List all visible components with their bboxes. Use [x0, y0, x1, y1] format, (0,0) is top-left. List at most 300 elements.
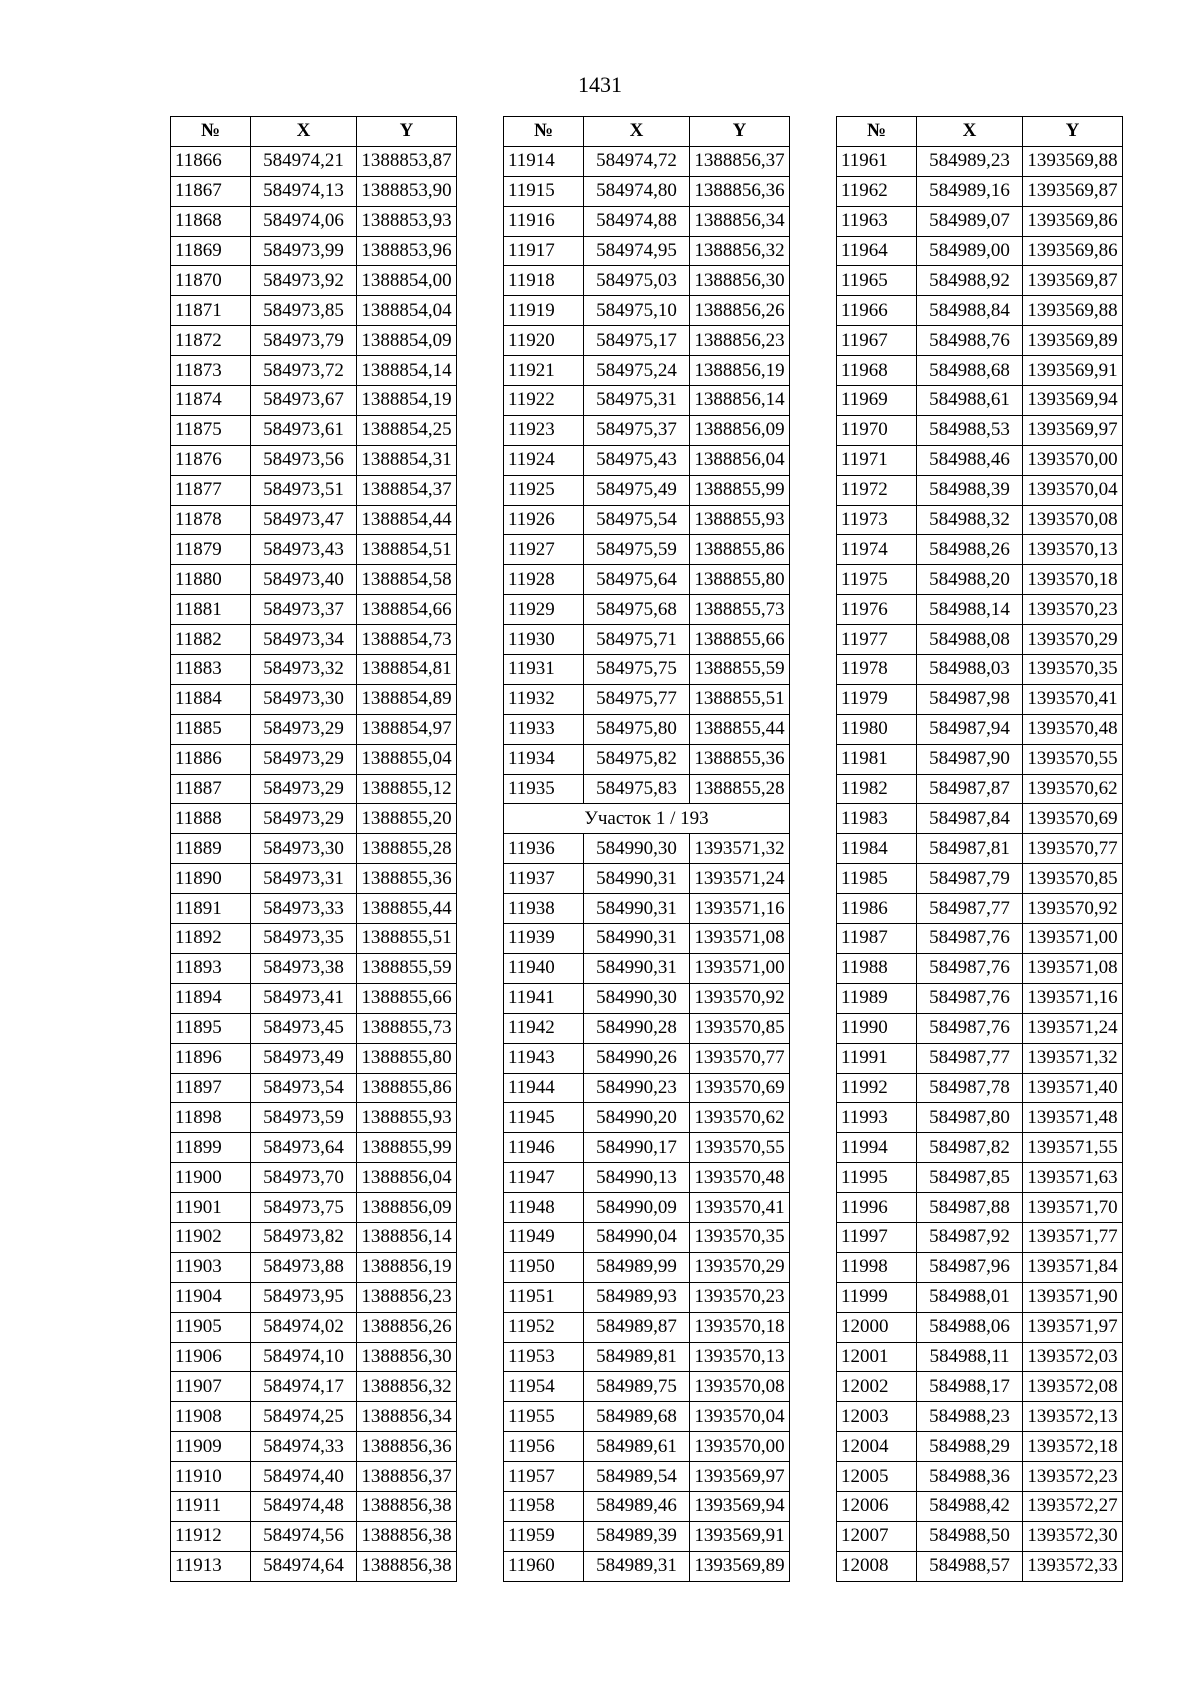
cell-x: 584974,88: [584, 206, 690, 236]
cell-number: 11959: [504, 1521, 584, 1551]
cell-y: 1388856,14: [690, 386, 790, 416]
cell-x: 584973,32: [251, 655, 357, 685]
table-row: [837, 894, 1123, 924]
cell-number: 11970: [837, 415, 917, 445]
cell-x: 584988,39: [917, 475, 1023, 505]
cell-number: 12000: [837, 1312, 917, 1342]
table-row: [504, 864, 790, 894]
cell-x: 584973,29: [251, 744, 357, 774]
cell-x: 584973,29: [251, 804, 357, 834]
page-number: 1431: [578, 72, 622, 97]
cell-x: 584987,78: [917, 1073, 1023, 1103]
cell-x: 584973,72: [251, 356, 357, 386]
coordinates-table-2: [503, 116, 790, 1582]
table-row: [837, 983, 1123, 1013]
cell-number: 11878: [171, 505, 251, 535]
column-header-y: Y: [1023, 117, 1123, 147]
cell-x: 584973,79: [251, 326, 357, 356]
cell-x: 584975,54: [584, 505, 690, 535]
cell-number: 11868: [171, 206, 251, 236]
cell-x: 584988,03: [917, 655, 1023, 685]
table-row: [837, 834, 1123, 864]
table-row: [504, 1312, 790, 1342]
table-row: [171, 1043, 457, 1073]
cell-x: 584988,42: [917, 1491, 1023, 1521]
cell-x: 584988,46: [917, 445, 1023, 475]
table-row: [504, 1103, 790, 1133]
table-row: [504, 1372, 790, 1402]
table-row: [171, 146, 457, 176]
table-row: [837, 326, 1123, 356]
cell-y: 1393572,03: [1023, 1342, 1123, 1372]
cell-y: 1388856,23: [690, 326, 790, 356]
cell-x: 584975,82: [584, 744, 690, 774]
cell-number: 11951: [504, 1282, 584, 1312]
cell-x: 584989,00: [917, 236, 1023, 266]
cell-y: 1393570,13: [690, 1342, 790, 1372]
cell-y: 1388855,80: [357, 1043, 457, 1073]
table-row: [171, 206, 457, 236]
table-row: [171, 1402, 457, 1432]
cell-x: 584989,61: [584, 1432, 690, 1462]
cell-x: 584974,02: [251, 1312, 357, 1342]
cell-number: 11897: [171, 1073, 251, 1103]
cell-y: 1388855,59: [690, 655, 790, 685]
cell-y: 1388854,31: [357, 445, 457, 475]
cell-x: 584988,14: [917, 595, 1023, 625]
cell-y: 1388856,38: [357, 1521, 457, 1551]
cell-x: 584987,81: [917, 834, 1023, 864]
cell-number: 11950: [504, 1252, 584, 1282]
cell-number: 11997: [837, 1222, 917, 1252]
cell-number: 11973: [837, 505, 917, 535]
cell-x: 584987,92: [917, 1222, 1023, 1252]
cell-number: 11920: [504, 326, 584, 356]
table-row: [504, 505, 790, 535]
cell-y: 1388854,58: [357, 565, 457, 595]
cell-number: 11882: [171, 625, 251, 655]
table-row: [837, 655, 1123, 685]
cell-x: 584989,54: [584, 1462, 690, 1492]
cell-x: 584973,33: [251, 894, 357, 924]
cell-y: 1388854,37: [357, 475, 457, 505]
cell-y: 1393569,97: [1023, 415, 1123, 445]
table-row: [837, 744, 1123, 774]
cell-y: 1388854,66: [357, 595, 457, 625]
cell-x: 584988,29: [917, 1432, 1023, 1462]
table-row: [504, 1193, 790, 1223]
cell-x: 584973,56: [251, 445, 357, 475]
section-label: Участок 1 / 193: [504, 804, 790, 834]
cell-number: 11898: [171, 1103, 251, 1133]
cell-y: 1388856,38: [357, 1551, 457, 1581]
table-row: [837, 1282, 1123, 1312]
table-row: [171, 1551, 457, 1581]
cell-y: 1393571,00: [690, 953, 790, 983]
cell-y: 1393570,04: [690, 1402, 790, 1432]
cell-x: 584989,93: [584, 1282, 690, 1312]
table-row: [837, 565, 1123, 595]
column-header-number: №: [504, 117, 584, 147]
table-row: [504, 1432, 790, 1462]
table-row: [171, 1193, 457, 1223]
cell-x: 584990,30: [584, 983, 690, 1013]
cell-number: 11987: [837, 924, 917, 954]
cell-x: 584987,80: [917, 1103, 1023, 1133]
cell-number: 11944: [504, 1073, 584, 1103]
cell-x: 584990,31: [584, 953, 690, 983]
cell-number: 11914: [504, 146, 584, 176]
table-row: [171, 1521, 457, 1551]
table-row: [837, 1103, 1123, 1133]
table-row: [837, 1432, 1123, 1462]
cell-number: 11981: [837, 744, 917, 774]
table-row: [171, 894, 457, 924]
table-row: [837, 266, 1123, 296]
table-row: [504, 326, 790, 356]
table-row: [504, 1252, 790, 1282]
cell-y: 1393570,23: [690, 1282, 790, 1312]
table-row: [837, 415, 1123, 445]
cell-number: 11992: [837, 1073, 917, 1103]
table-row: [504, 1222, 790, 1252]
cell-y: 1393569,94: [690, 1491, 790, 1521]
table-row: [171, 415, 457, 445]
table-row: [171, 834, 457, 864]
cell-y: 1388855,04: [357, 744, 457, 774]
cell-x: 584974,80: [584, 176, 690, 206]
cell-x: 584987,82: [917, 1133, 1023, 1163]
table-row: [171, 236, 457, 266]
cell-x: 584987,77: [917, 894, 1023, 924]
cell-number: 12002: [837, 1372, 917, 1402]
cell-number: 11893: [171, 953, 251, 983]
cell-y: 1393571,00: [1023, 924, 1123, 954]
cell-y: 1393570,55: [690, 1133, 790, 1163]
cell-number: 11977: [837, 625, 917, 655]
table-row: [504, 655, 790, 685]
cell-number: 11918: [504, 266, 584, 296]
cell-number: 11986: [837, 894, 917, 924]
cell-y: 1393569,97: [690, 1462, 790, 1492]
cell-number: 11966: [837, 296, 917, 326]
table-row: [504, 445, 790, 475]
cell-number: 11961: [837, 146, 917, 176]
table-row: [837, 356, 1123, 386]
cell-number: 11890: [171, 864, 251, 894]
cell-number: 11929: [504, 595, 584, 625]
cell-y: 1388856,36: [690, 176, 790, 206]
cell-number: 11956: [504, 1432, 584, 1462]
cell-number: 11906: [171, 1342, 251, 1372]
table-row: [171, 1222, 457, 1252]
cell-y: 1388855,28: [357, 834, 457, 864]
cell-y: 1393571,16: [1023, 983, 1123, 1013]
cell-y: 1393569,89: [690, 1551, 790, 1581]
cell-number: 11932: [504, 684, 584, 714]
cell-number: 11873: [171, 356, 251, 386]
cell-x: 584975,24: [584, 356, 690, 386]
table-row: [837, 774, 1123, 804]
cell-y: 1388856,32: [357, 1372, 457, 1402]
cell-x: 584973,31: [251, 864, 357, 894]
cell-x: 584974,33: [251, 1432, 357, 1462]
cell-x: 584989,31: [584, 1551, 690, 1581]
table-row: [504, 1491, 790, 1521]
cell-y: 1388854,14: [357, 356, 457, 386]
cell-x: 584975,31: [584, 386, 690, 416]
table-row: [171, 356, 457, 386]
cell-y: 1393570,62: [690, 1103, 790, 1133]
cell-number: 11877: [171, 475, 251, 505]
cell-x: 584975,59: [584, 535, 690, 565]
cell-y: 1393570,00: [1023, 445, 1123, 475]
cell-y: 1393570,92: [690, 983, 790, 1013]
cell-y: 1388855,86: [357, 1073, 457, 1103]
cell-number: 11976: [837, 595, 917, 625]
header-row: [171, 117, 457, 147]
cell-x: 584973,38: [251, 953, 357, 983]
table-row: [504, 1521, 790, 1551]
table-row: [504, 1551, 790, 1581]
cell-number: 11907: [171, 1372, 251, 1402]
table-row: [171, 1163, 457, 1193]
cell-y: 1388855,28: [690, 774, 790, 804]
cell-number: 11916: [504, 206, 584, 236]
cell-y: 1388854,25: [357, 415, 457, 445]
cell-y: 1393569,87: [1023, 266, 1123, 296]
table-row: [504, 595, 790, 625]
cell-y: 1393569,86: [1023, 236, 1123, 266]
cell-number: 11936: [504, 834, 584, 864]
table-row: [837, 1073, 1123, 1103]
table-row: [171, 1432, 457, 1462]
cell-y: 1393571,16: [690, 894, 790, 924]
cell-x: 584974,13: [251, 176, 357, 206]
table-row: [504, 953, 790, 983]
cell-number: 11915: [504, 176, 584, 206]
cell-x: 584988,32: [917, 505, 1023, 535]
table-row: [504, 296, 790, 326]
cell-y: 1393570,69: [690, 1073, 790, 1103]
cell-y: 1388856,09: [357, 1193, 457, 1223]
cell-x: 584987,85: [917, 1163, 1023, 1193]
cell-number: 11996: [837, 1193, 917, 1223]
cell-y: 1393570,35: [690, 1222, 790, 1252]
cell-number: 11927: [504, 535, 584, 565]
cell-number: 11912: [171, 1521, 251, 1551]
table-row: [504, 1013, 790, 1043]
cell-number: 11885: [171, 714, 251, 744]
cell-number: 11888: [171, 804, 251, 834]
table-row: [504, 386, 790, 416]
cell-x: 584988,57: [917, 1551, 1023, 1581]
cell-x: 584973,37: [251, 595, 357, 625]
cell-x: 584988,23: [917, 1402, 1023, 1432]
cell-number: 11988: [837, 953, 917, 983]
table-row: [504, 714, 790, 744]
cell-number: 11899: [171, 1133, 251, 1163]
cell-number: 11940: [504, 953, 584, 983]
cell-y: 1388854,73: [357, 625, 457, 655]
cell-y: 1393571,08: [690, 924, 790, 954]
cell-x: 584974,17: [251, 1372, 357, 1402]
cell-x: 584973,51: [251, 475, 357, 505]
cell-number: 11902: [171, 1222, 251, 1252]
cell-number: 11866: [171, 146, 251, 176]
cell-number: 11886: [171, 744, 251, 774]
cell-y: 1393571,97: [1023, 1312, 1123, 1342]
cell-number: 11952: [504, 1312, 584, 1342]
cell-x: 584973,30: [251, 684, 357, 714]
cell-number: 11937: [504, 864, 584, 894]
table-row: [171, 953, 457, 983]
cell-x: 584989,39: [584, 1521, 690, 1551]
cell-x: 584987,76: [917, 953, 1023, 983]
cell-number: 11954: [504, 1372, 584, 1402]
cell-x: 584990,31: [584, 924, 690, 954]
cell-x: 584975,77: [584, 684, 690, 714]
cell-x: 584974,48: [251, 1491, 357, 1521]
table-row: [504, 266, 790, 296]
cell-y: 1393570,18: [690, 1312, 790, 1342]
cell-y: 1388853,93: [357, 206, 457, 236]
cell-number: 11913: [171, 1551, 251, 1581]
table-row: [837, 625, 1123, 655]
cell-number: 11909: [171, 1432, 251, 1462]
cell-x: 584975,43: [584, 445, 690, 475]
cell-x: 584989,46: [584, 1491, 690, 1521]
table-row: [171, 714, 457, 744]
cell-x: 584973,34: [251, 625, 357, 655]
cell-x: 584974,64: [251, 1551, 357, 1581]
table-row: [504, 236, 790, 266]
table-row: [504, 356, 790, 386]
cell-x: 584973,29: [251, 774, 357, 804]
table-row: [837, 1491, 1123, 1521]
cell-number: 11911: [171, 1491, 251, 1521]
cell-y: 1388855,86: [690, 535, 790, 565]
table-row: [837, 1133, 1123, 1163]
cell-x: 584988,92: [917, 266, 1023, 296]
cell-y: 1388856,36: [357, 1432, 457, 1462]
cell-x: 584973,88: [251, 1252, 357, 1282]
cell-number: 11993: [837, 1103, 917, 1133]
cell-y: 1393569,91: [690, 1521, 790, 1551]
cell-number: 11984: [837, 834, 917, 864]
table-row: [837, 684, 1123, 714]
cell-x: 584988,68: [917, 356, 1023, 386]
table-row: [171, 1282, 457, 1312]
cell-x: 584974,21: [251, 146, 357, 176]
cell-x: 584987,96: [917, 1252, 1023, 1282]
table-row: [171, 445, 457, 475]
cell-y: 1388855,44: [690, 714, 790, 744]
cell-y: 1393570,04: [1023, 475, 1123, 505]
table-row: [837, 146, 1123, 176]
cell-y: 1388855,66: [357, 983, 457, 1013]
cell-number: 11935: [504, 774, 584, 804]
cell-y: 1388855,51: [690, 684, 790, 714]
cell-number: 11919: [504, 296, 584, 326]
cell-number: 11938: [504, 894, 584, 924]
cell-x: 584973,82: [251, 1222, 357, 1252]
cell-y: 1388855,44: [357, 894, 457, 924]
cell-x: 584974,72: [584, 146, 690, 176]
cell-x: 584989,75: [584, 1372, 690, 1402]
cell-number: 12005: [837, 1462, 917, 1492]
cell-y: 1393571,08: [1023, 953, 1123, 983]
cell-x: 584974,95: [584, 236, 690, 266]
cell-y: 1393572,08: [1023, 1372, 1123, 1402]
cell-x: 584973,54: [251, 1073, 357, 1103]
cell-x: 584990,31: [584, 864, 690, 894]
cell-number: 11900: [171, 1163, 251, 1193]
cell-number: 11879: [171, 535, 251, 565]
cell-y: 1393570,13: [1023, 535, 1123, 565]
cell-y: 1388856,38: [357, 1491, 457, 1521]
cell-y: 1393570,29: [1023, 625, 1123, 655]
cell-x: 584975,80: [584, 714, 690, 744]
cell-y: 1393570,08: [1023, 505, 1123, 535]
cell-x: 584973,92: [251, 266, 357, 296]
section-row: [504, 804, 790, 834]
cell-x: 584975,64: [584, 565, 690, 595]
cell-number: 11960: [504, 1551, 584, 1581]
cell-y: 1388856,37: [357, 1462, 457, 1492]
cell-y: 1393570,92: [1023, 894, 1123, 924]
cell-x: 584973,43: [251, 535, 357, 565]
cell-number: 11982: [837, 774, 917, 804]
cell-x: 584988,84: [917, 296, 1023, 326]
cell-y: 1388854,00: [357, 266, 457, 296]
cell-number: 11978: [837, 655, 917, 685]
cell-x: 584990,31: [584, 894, 690, 924]
table-row: [504, 625, 790, 655]
table-row: [171, 983, 457, 1013]
cell-x: 584973,29: [251, 714, 357, 744]
cell-x: 584987,84: [917, 804, 1023, 834]
table-row: [171, 266, 457, 296]
cell-x: 584987,77: [917, 1043, 1023, 1073]
cell-y: 1388856,34: [357, 1402, 457, 1432]
cell-number: 11884: [171, 684, 251, 714]
cell-number: 11999: [837, 1282, 917, 1312]
cell-y: 1388855,59: [357, 953, 457, 983]
cell-y: 1393570,85: [1023, 864, 1123, 894]
cell-y: 1393572,23: [1023, 1462, 1123, 1492]
cell-y: 1388856,34: [690, 206, 790, 236]
cell-number: 11894: [171, 983, 251, 1013]
table-row: [504, 1073, 790, 1103]
cell-x: 584988,01: [917, 1282, 1023, 1312]
table-row: [504, 1133, 790, 1163]
table-row: [504, 834, 790, 864]
cell-number: 11972: [837, 475, 917, 505]
cell-number: 11949: [504, 1222, 584, 1252]
cell-number: 11880: [171, 565, 251, 595]
cell-number: 11875: [171, 415, 251, 445]
cell-x: 584989,99: [584, 1252, 690, 1282]
cell-y: 1393570,48: [690, 1163, 790, 1193]
cell-x: 584987,76: [917, 1013, 1023, 1043]
cell-x: 584988,17: [917, 1372, 1023, 1402]
cell-number: 11967: [837, 326, 917, 356]
cell-x: 584975,71: [584, 625, 690, 655]
cell-y: 1388853,96: [357, 236, 457, 266]
cell-y: 1393570,55: [1023, 744, 1123, 774]
column-header-number: №: [171, 117, 251, 147]
